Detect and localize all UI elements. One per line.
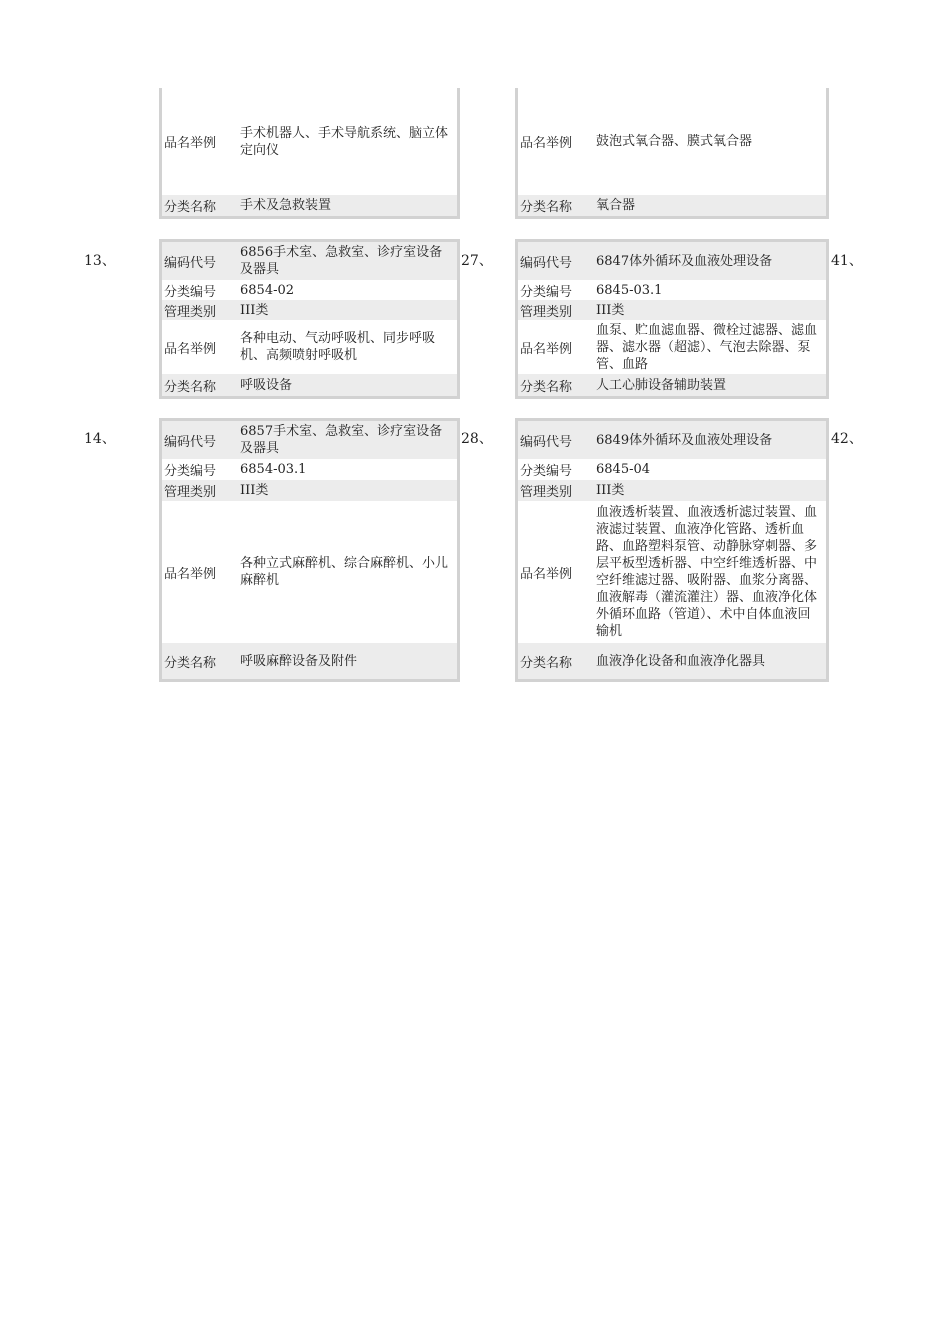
top-left-card (159, 88, 460, 219)
cat-name-row (518, 195, 826, 216)
item-number: 14、 (84, 431, 116, 447)
examples-label: 品名举例 (164, 136, 217, 151)
cat-name-value: 氧合器 (596, 198, 636, 213)
cat-name-row (162, 195, 457, 216)
cat-no-label: 分类编号 (520, 284, 573, 300)
cat-name-value: 血液净化设备和血液净化器具 (596, 653, 766, 669)
examples-row (162, 88, 457, 195)
code-label: 编码代号 (164, 255, 217, 271)
examples-value: 血液透析装置、血液透析滤过装置、血液滤过装置、血液净化管路、透析血路、血路塑料泵管、动静脉穿刺器、多层平板型透析器、中空纤维透析器、中空纤维滤过器、吸附器、血浆分离器、血液解毒（灌流灌注）器、血液净化体外循环血路（管道）、术中自体血液回输机 (596, 505, 818, 639)
examples-value: 各种立式麻醉机、综合麻醉机、小儿麻醉机 (240, 556, 449, 588)
cat-name-value: 手术及急救装置 (240, 198, 332, 213)
cat-no-label: 分类编号 (164, 464, 217, 479)
code-value: 6849体外循环及血液处理设备 (596, 432, 773, 448)
cat-no-row (162, 280, 457, 300)
mgmt-value: III类 (240, 483, 269, 498)
examples-label: 品名举例 (164, 566, 217, 582)
examples-label: 品名举例 (520, 341, 573, 357)
cat-name-label: 分类名称 (520, 200, 573, 215)
mgmt-value: III类 (596, 483, 625, 498)
examples-row (162, 501, 457, 643)
mgmt-row (518, 300, 826, 320)
item-number: 28、 (461, 431, 493, 447)
cat-name-row (162, 374, 457, 396)
cat-no-row (162, 459, 457, 480)
cat-name-label: 分类名称 (520, 379, 573, 395)
record-card-14 (159, 418, 460, 682)
mgmt-label: 管理类别 (164, 485, 217, 500)
examples-row (518, 88, 826, 195)
examples-label: 品名举例 (520, 136, 573, 151)
mgmt-label: 管理类别 (520, 485, 573, 500)
code-row (162, 242, 457, 280)
examples-value: 鼓泡式氧合器、膜式氧合器 (596, 134, 753, 149)
examples-label: 品名举例 (520, 566, 573, 582)
cat-no-row (518, 280, 826, 300)
cat-name-row (162, 643, 457, 679)
record-card-27 (515, 239, 829, 399)
cat-name-label: 分类名称 (520, 655, 573, 671)
mgmt-row (162, 300, 457, 320)
cat-no-row (518, 459, 826, 480)
code-label: 编码代号 (164, 434, 217, 450)
code-value: 6847体外循环及血液处理设备 (596, 253, 773, 269)
item-number: 27、 (461, 253, 493, 269)
cat-name-value: 呼吸麻醉设备及附件 (240, 653, 358, 669)
examples-row (162, 320, 457, 374)
cat-no-value: 6854-03.1 (240, 462, 307, 477)
cat-no-value: 6845-03.1 (596, 282, 663, 298)
cat-no-value: 6854-02 (240, 282, 295, 298)
cat-name-label: 分类名称 (164, 200, 217, 215)
cat-name-value: 人工心肺设备辅助装置 (596, 377, 727, 393)
examples-row (518, 320, 826, 374)
mgmt-value: III类 (240, 302, 269, 318)
mgmt-label: 管理类别 (164, 304, 217, 320)
examples-row (518, 501, 826, 643)
code-label: 编码代号 (520, 434, 573, 450)
mgmt-label: 管理类别 (520, 304, 573, 320)
item-number: 13、 (84, 253, 116, 269)
cat-no-label: 分类编号 (164, 284, 217, 300)
item-number: 42、 (831, 431, 863, 447)
examples-value: 手术机器人、手术导航系统、脑立体定向仪 (240, 125, 449, 158)
cat-name-row (518, 643, 826, 679)
examples-value: 各种电动、气动呼吸机、同步呼吸机、高频喷射呼吸机 (240, 331, 436, 363)
code-value: 6857手术室、急救室、诊疗室设备及器具 (240, 424, 443, 456)
mgmt-value: III类 (596, 302, 625, 318)
examples-label: 品名举例 (164, 341, 217, 357)
cat-name-label: 分类名称 (164, 655, 217, 671)
cat-no-value: 6845-04 (596, 462, 651, 477)
mgmt-row (162, 480, 457, 501)
examples-value: 血泵、贮血滤血器、微栓过滤器、滤血器、滤水器（超滤）、气泡去除器、泵管、血路 (596, 322, 818, 372)
cat-name-label: 分类名称 (164, 379, 217, 395)
cat-name-row (518, 374, 826, 396)
cat-name-value: 呼吸设备 (240, 377, 293, 393)
cat-no-label: 分类编号 (520, 464, 573, 479)
code-row (162, 421, 457, 459)
top-right-card (515, 88, 829, 219)
code-row (518, 421, 826, 459)
record-card-28 (515, 418, 829, 682)
record-card-13 (159, 239, 460, 399)
code-row (518, 242, 826, 280)
mgmt-row (518, 480, 826, 501)
item-number: 41、 (831, 253, 863, 269)
code-value: 6856手术室、急救室、诊疗室设备及器具 (240, 245, 443, 277)
code-label: 编码代号 (520, 255, 573, 271)
